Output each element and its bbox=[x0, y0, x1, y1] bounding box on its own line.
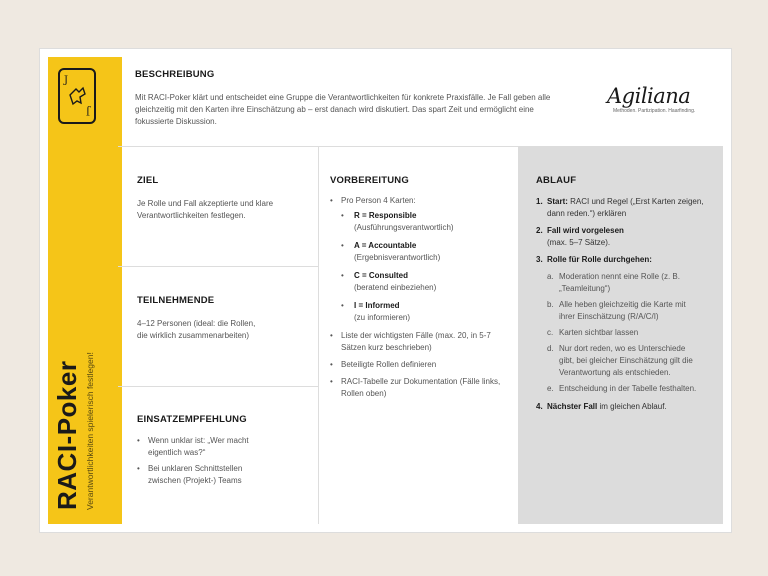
agiliana-logo bbox=[607, 84, 717, 114]
list-item: • Liste der wichtigsten Fälle (max. 20, in 5-7 Sätzen kurz beschrieben) bbox=[330, 330, 501, 354]
ziel-text: Je Rolle und Fall akzeptierte und klare Verantwortlichkeiten festlegen. bbox=[137, 199, 274, 220]
substep-text: Karten sichtbar lassen bbox=[559, 328, 639, 337]
step-text: (max. 5–7 Sätze). bbox=[547, 238, 611, 247]
step-number: 1. bbox=[536, 197, 543, 206]
logo-tagline: Methoden. Partizipation. Haarfinding. bbox=[613, 108, 696, 114]
card-title-text: A = Accountable bbox=[354, 241, 417, 250]
teilnehmende-heading: TEILNEHMENDE bbox=[137, 295, 215, 306]
divider bbox=[118, 386, 318, 387]
card-note: (zu informieren) bbox=[354, 313, 411, 322]
substep-text: Moderation nennt eine Rolle (z. B. „Teamleitung“) bbox=[559, 272, 680, 293]
substep-text: Entscheidung in der Tabelle festhalten. bbox=[559, 384, 697, 393]
step-title: Fall wird vorgelesen bbox=[547, 226, 624, 235]
step-title: Nächster Fall bbox=[547, 402, 598, 411]
list-item: • Bei unklaren Schnittstellen zwischen (Projekt-) Teams bbox=[137, 463, 277, 487]
svg-text:J: J bbox=[85, 105, 90, 116]
card-title-text: R = Responsible bbox=[354, 211, 417, 220]
teilnehmende-text: 4–12 Personen (ideal: die Rollen, die wirklich zusammenarbeiten) bbox=[137, 319, 256, 340]
substep bbox=[547, 299, 699, 323]
step-number: 4. bbox=[536, 402, 543, 411]
description-heading: BESCHREIBUNG bbox=[135, 69, 215, 80]
vorbereitung-section bbox=[330, 175, 510, 400]
step-3 bbox=[536, 254, 714, 266]
card-note: (Ergebnisverantwortlich) bbox=[354, 253, 441, 262]
list-item: • Beteiligte Rollen definieren bbox=[330, 359, 505, 371]
ziel-heading: ZIEL bbox=[137, 175, 159, 186]
substep-letter: b. bbox=[547, 300, 554, 309]
list-item: • Wenn unklar ist: „Wer macht eigentlich was?“ bbox=[137, 435, 277, 459]
substep-text: Nur dort reden, wo es Unterschiede gibt, bei gleicher Einschätzung gilt die Verantwortung als entschieden. bbox=[559, 344, 693, 377]
svg-text:J: J bbox=[64, 75, 69, 86]
step-1 bbox=[536, 196, 712, 220]
step-number: 2. bbox=[536, 226, 543, 235]
substep-letter: e. bbox=[547, 384, 554, 393]
description-section bbox=[135, 69, 555, 128]
list-item: • RACI-Tabelle zur Dokumentation (Fälle links, Rollen oben) bbox=[330, 376, 501, 400]
substep bbox=[547, 271, 699, 295]
ablauf-section bbox=[536, 175, 714, 413]
substep-letter: a. bbox=[547, 272, 554, 281]
substep bbox=[547, 343, 699, 379]
playing-card-icon bbox=[58, 68, 96, 124]
step-4 bbox=[536, 401, 714, 413]
substep-text: Alle heben gleichzeitig die Karte mit ihrer Einschätzung (R/A/C/I) bbox=[559, 300, 686, 321]
card-item-c: • C = Consulted (beratend einbeziehen) bbox=[341, 271, 437, 292]
einsatz-heading: EINSATZEMPFEHLUNG bbox=[137, 414, 247, 425]
ziel-section bbox=[137, 175, 307, 222]
divider bbox=[318, 146, 319, 524]
vertical-title bbox=[52, 352, 95, 510]
step-text: RACI und Regel („Erst Karten zeigen, dann reden.“) erklären bbox=[547, 197, 704, 218]
substep-letter: d. bbox=[547, 344, 554, 353]
step-text: im gleichen Ablauf. bbox=[599, 402, 667, 411]
card-note: (Ausführungsverantwortlich) bbox=[354, 223, 454, 232]
substep bbox=[547, 383, 699, 395]
step-number: 3. bbox=[536, 255, 543, 264]
einsatz-section bbox=[137, 414, 307, 487]
list-item: • Pro Person 4 Karten: bbox=[330, 195, 505, 207]
vorbereitung-heading: VORBEREITUNG bbox=[330, 175, 409, 186]
card-title: RACI-Poker bbox=[52, 360, 82, 510]
ablauf-heading: ABLAUF bbox=[536, 175, 577, 186]
card-item-i: • I = Informed (zu informieren) bbox=[341, 301, 411, 322]
card-title-text: I = Informed bbox=[354, 301, 400, 310]
divider bbox=[118, 266, 318, 267]
card-note: (beratend einbeziehen) bbox=[354, 283, 437, 292]
card-subtitle: Verantwortlichkeiten spielerisch festlegen! bbox=[85, 352, 95, 510]
description-text: Mit RACI-Poker klärt und entscheidet eine Gruppe die Verantwortlichkeiten für konkrete Praxisfälle. Je Fall geben alle gleichzeitig mit den Karten ihre Einschätzung ab – erst danach wird diskutiert. Das spart Zeit und ermöglicht eine fokussierte Diskussion. bbox=[135, 93, 551, 126]
card-item-a: • A = Accountable (Ergebnisverantwortlich) bbox=[341, 241, 441, 262]
substep-letter: c. bbox=[547, 328, 554, 337]
teilnehmende-section bbox=[137, 295, 307, 342]
step-2 bbox=[536, 225, 714, 249]
step-title: Start: bbox=[547, 197, 568, 206]
substep bbox=[547, 327, 699, 339]
logo-name: Agiliana bbox=[607, 84, 691, 108]
card-title-text: C = Consulted bbox=[354, 271, 409, 280]
card-item-r: • R = Responsible (Ausführungsverantwortlich) bbox=[341, 211, 454, 232]
step-title: Rolle für Rolle durchgehen: bbox=[547, 255, 652, 264]
